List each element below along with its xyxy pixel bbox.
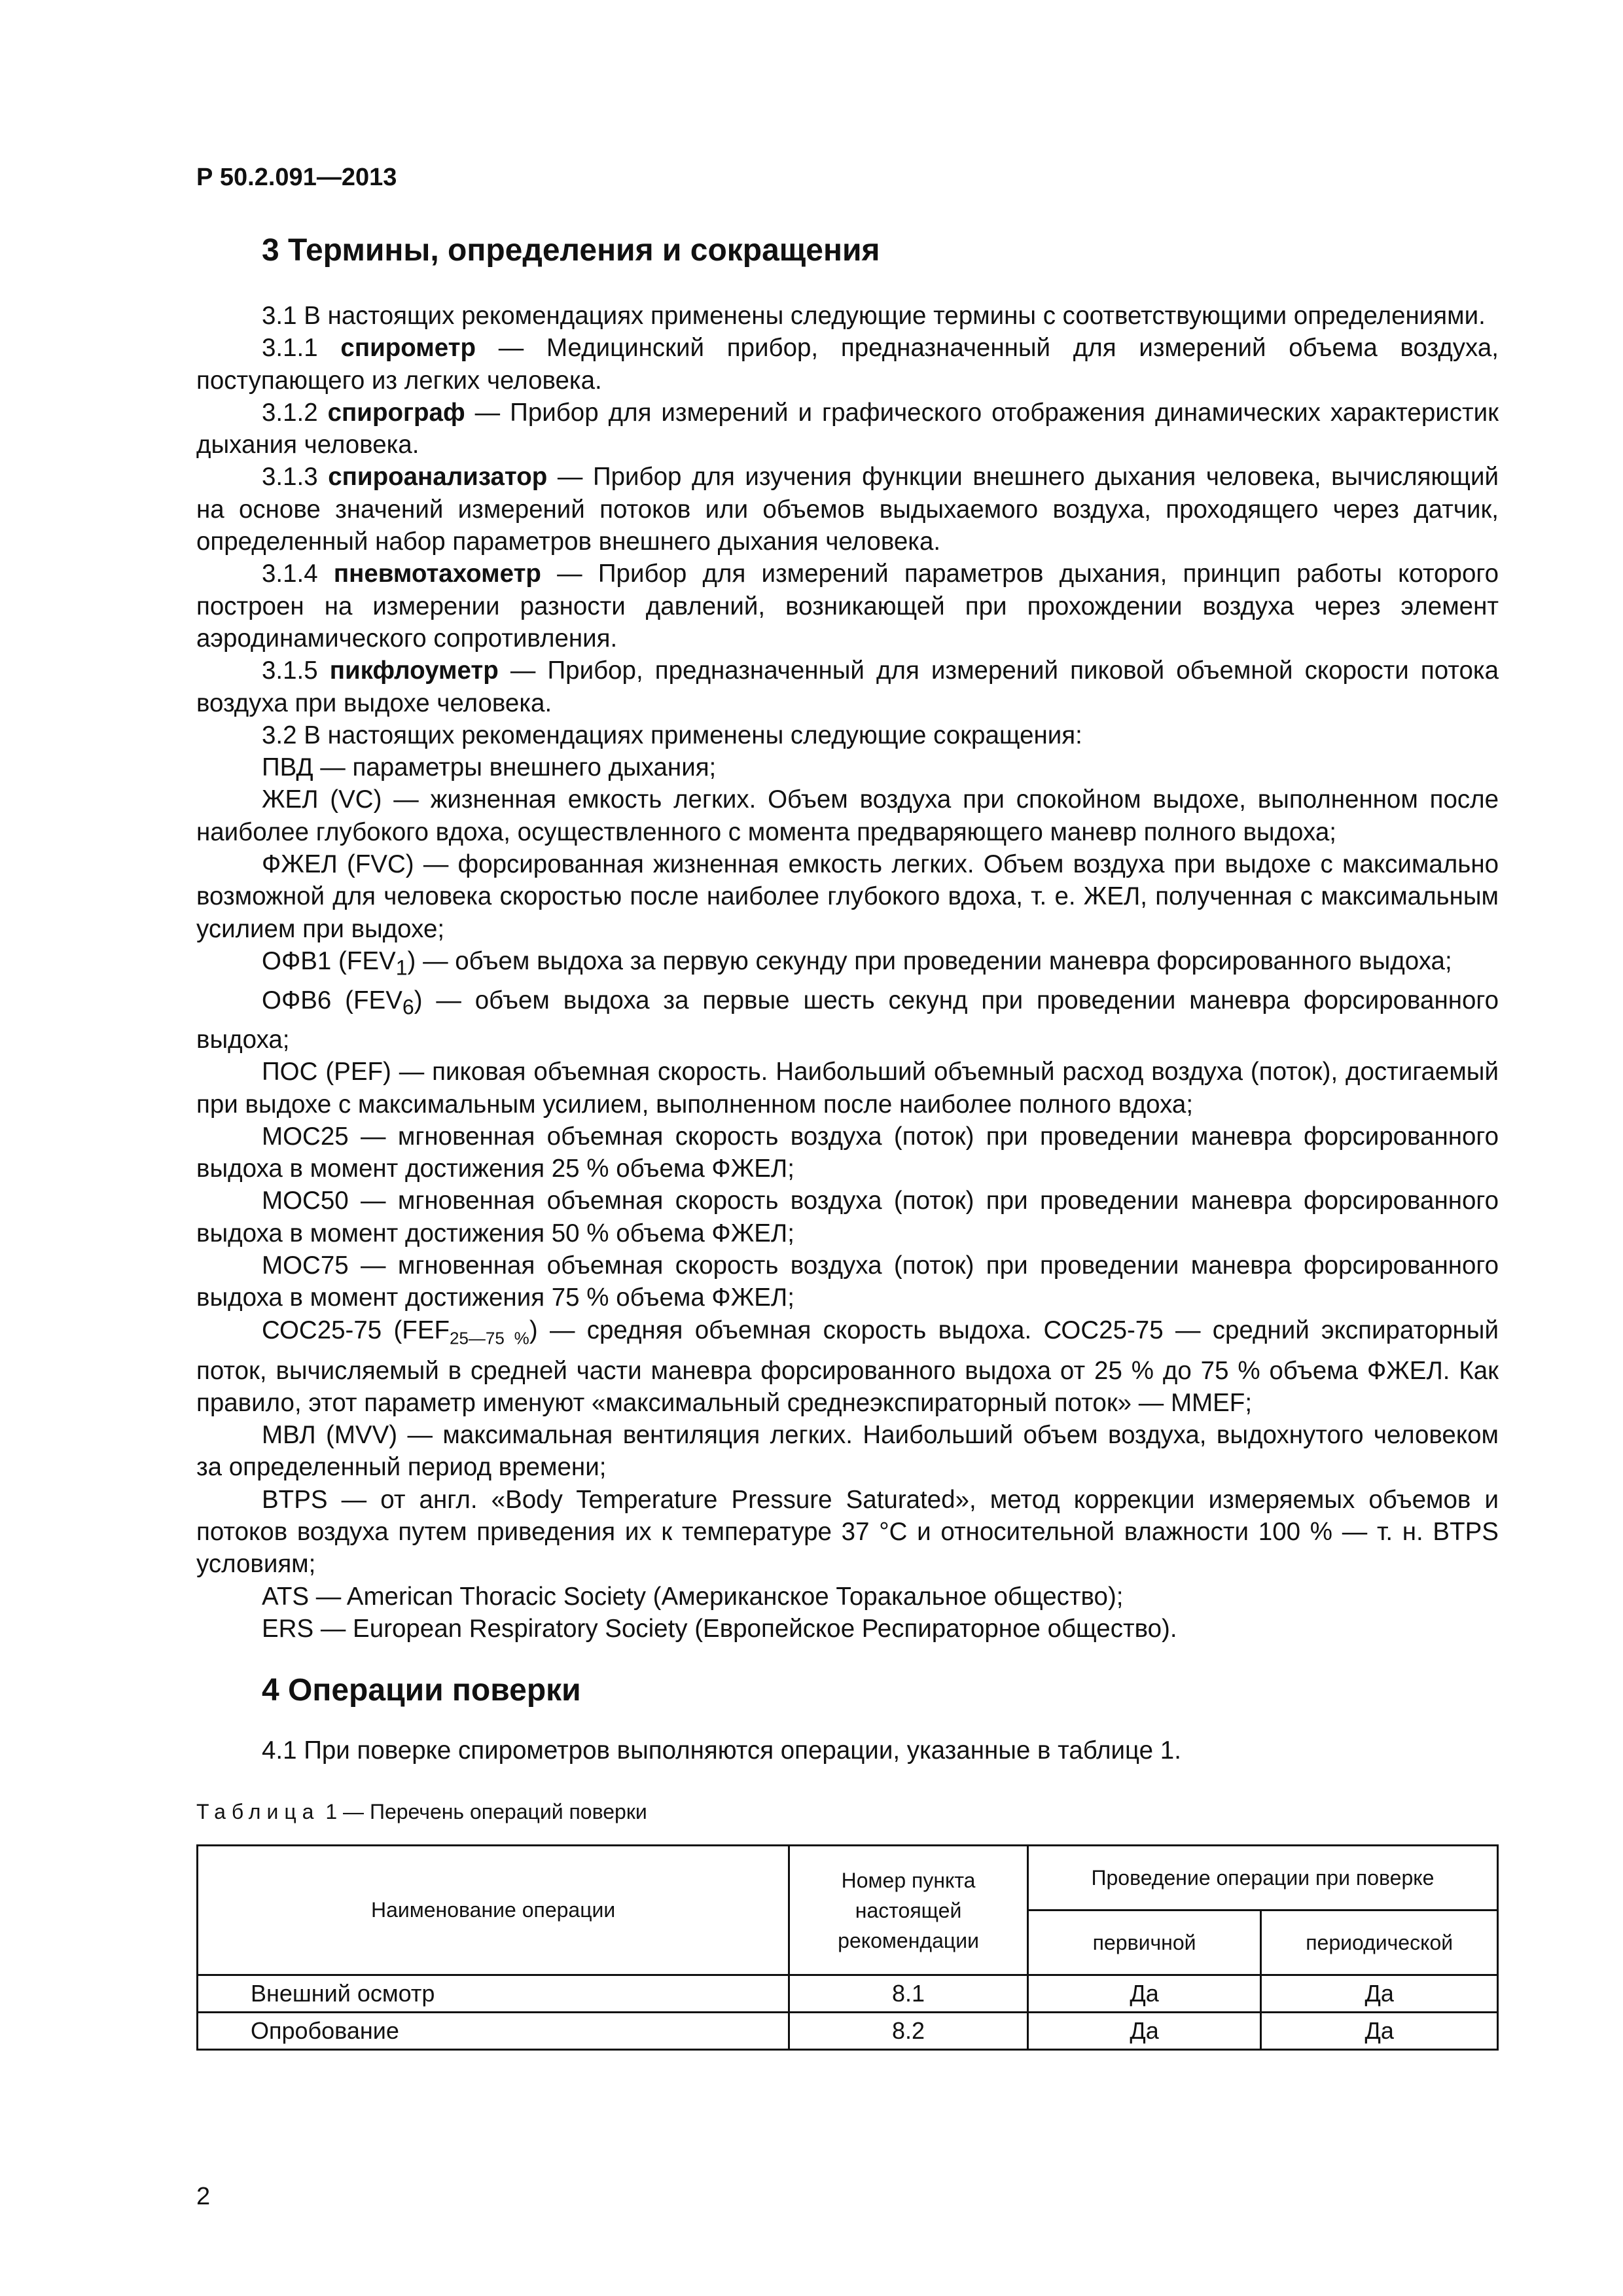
cell-primary: Да — [1027, 1975, 1260, 2013]
abbr-ofv1: ОФВ1 $(FEV_1)$ — объем выдоха за первую секунду при проведении маневра форсированного выдоха; — [262, 946, 1452, 980]
term-3-1-3: 3.1.3 спироанализатор — Прибор для изучения функции внешнего дыхания человека, вычисляющий на основе значений измерений потоков или объемов выдыхаемого воздуха, проходящего через датчик, определенный набор параметров внешнего дыхания человека. — [196, 463, 1499, 556]
paragraph-3-1: 3.1 В настоящих рекомендациях применены следующие термины с соответствующими определениями. — [262, 302, 1486, 330]
table-1-caption: Таблица 1 — Перечень операций поверки — [196, 1800, 647, 1823]
term-3-1-4: 3.1.4 пневмотахометр — Прибор для измерений параметров дыхания, принцип работы которого построен на измерении разности давлений, возникающей при прохождении воздуха через элемент аэродинамического сопротивления. — [196, 560, 1499, 653]
cell-clause: 8.1 — [789, 1975, 1028, 2013]
col-header-name: Наименование операции — [198, 1846, 789, 1975]
cell-primary: Да — [1027, 2013, 1260, 2050]
abbr-sos: СОС25-75 $(FEF_{25—75 \%})$ — средняя объемная скорость выдоха. СОС25-75 — средний экспираторный поток, вычисляемый в средней части маневра форсированного выдоха от 25 % до 75 % объема ФЖЕЛ. Как правило, этот параметр именуют «максимальный среднеэкспираторный поток» — MMEF; — [196, 1316, 1499, 1417]
cell-periodic: Да — [1261, 1975, 1498, 2013]
abbr-fzhel: ФЖЕЛ (FVC) — форсированная жизненная емкость легких. Объем воздуха при выдохе с максимально возможной для человека скоростью после наиболее глубокого вдоха, т. е. ЖЕЛ, полученная с максимальным усилием при выдохе; — [196, 850, 1499, 943]
section-3-body — [196, 300, 1499, 1645]
abbr-btps: BTPS — от англ. «Body Temperature Pressure Saturated», метод коррекции измеряемых объемов и потоков воздуха путем приведения их к температуре 37 °С и относительной влажности 100 % — т. н. BTPS условиям; — [196, 1485, 1499, 1579]
cell-periodic: Да — [1261, 2013, 1498, 2050]
cell-name: Опробование — [198, 2013, 789, 2050]
cell-clause: 8.2 — [789, 2013, 1028, 2050]
abbr-pos: ПОС (PEF) — пиковая объемная скорость. Наибольший объемный расход воздуха (поток), достигаемый при выдохе с максимальным усилием, выполненном после наиболее полного вдоха; — [196, 1058, 1499, 1119]
abbr-pvd: ПВД — параметры внешнего дыхания; — [262, 753, 717, 782]
abbr-mos50: МОС50 — мгновенная объемная скорость воздуха (поток) при проведении маневра форсированного выдоха в момент достижения 50 % объема ФЖЕЛ; — [196, 1187, 1499, 1247]
section-4-title: 4 Операции поверки — [262, 1673, 581, 1708]
col-header-primary: первичной — [1027, 1910, 1260, 1975]
section-4-body — [196, 1734, 1499, 1767]
abbr-mos75: МОС75 — мгновенная объемная скорость воздуха (поток) при проведении маневра форсированного выдоха в момент достижения 75 % объема ФЖЕЛ; — [196, 1251, 1499, 1312]
abbr-mvl: МВЛ (MVV) — максимальная вентиляция легких. Наибольший объем воздуха, выдохнутого человеком за определенный период времени; — [196, 1421, 1499, 1482]
abbr-mos25: МОС25 — мгновенная объемная скорость воздуха (поток) при проведении маневра форсированного выдоха в момент достижения 25 % объема ФЖЕЛ; — [196, 1122, 1499, 1183]
paragraph-4-1: 4.1 При поверке спирометров выполняются операции, указанные в таблице 1. — [262, 1736, 1181, 1765]
abbr-ats: ATS — American Thoracic Society (Американское Торакальное общество); — [262, 1582, 1124, 1611]
col-header-group: Проведение операции при поверке — [1027, 1846, 1497, 1910]
abbr-zhel: ЖЕЛ (VC) — жизненная емкость легких. Объем воздуха при спокойном выдохе, выполненном после наиболее глубокого вдоха, осуществленного с момента предваряющего маневр полного выдоха; — [196, 785, 1499, 846]
table-row — [198, 2013, 1498, 2050]
term-3-1-2: 3.1.2 спирограф — Прибор для измерений и графического отображения динамических характеристик дыхания человека. — [196, 398, 1499, 459]
term-3-1-1: 3.1.1 спирометр — Медицинский прибор, предназначенный для измерений объема воздуха, поступающего из легких человека. — [196, 334, 1499, 395]
table-row — [198, 1975, 1498, 2013]
paragraph-3-2: 3.2 В настоящих рекомендациях применены следующие сокращения: — [262, 721, 1082, 749]
abbr-ofv6: ОФВ6 $(FEV_6)$ — объем выдоха за первые шесть секунд при проведении маневра форсированного выдоха; — [196, 986, 1499, 1054]
col-header-clause: Номер пункта настоящей рекомендации — [789, 1846, 1028, 1975]
term-3-1-5: 3.1.5 пикфлоуметр — Прибор, предназначенный для измерений пиковой объемной скорости потока воздуха при выдохе человека. — [196, 656, 1499, 717]
abbr-ers: ERS — European Respiratory Society (Европейское Респираторное общество). — [262, 1614, 1177, 1643]
document-code: Р 50.2.091—2013 — [196, 164, 397, 191]
operations-table — [196, 1844, 1499, 2051]
cell-name: Внешний осмотр — [198, 1975, 789, 2013]
page-number: 2 — [196, 2183, 211, 2210]
section-3-title: 3 Термины, определения и сокращения — [262, 233, 880, 268]
col-header-periodic: периодической — [1261, 1910, 1498, 1975]
